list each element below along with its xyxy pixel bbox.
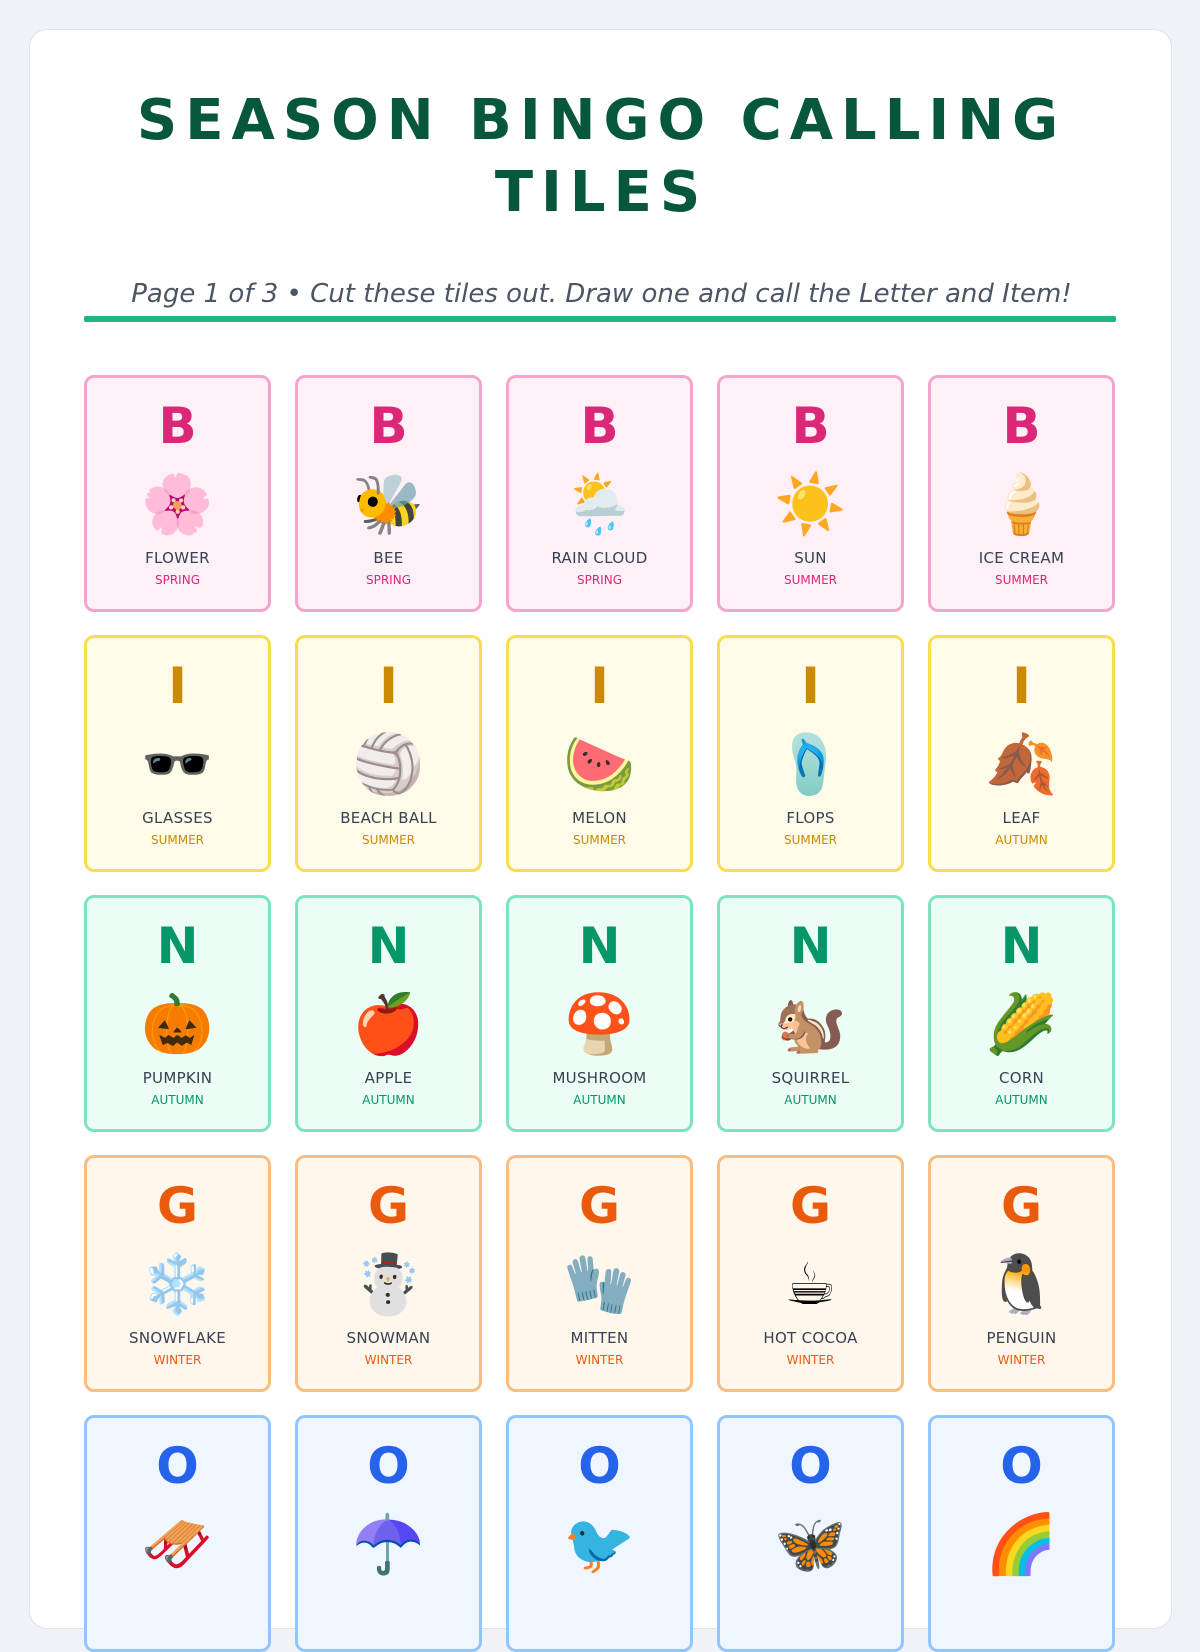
tile-label: BEACH BALL [340, 809, 437, 827]
squirrel-icon: 🐿️ [774, 990, 847, 1058]
tile-label: ICE CREAM [978, 549, 1065, 567]
flower-icon: 🌸 [141, 470, 214, 538]
tile-letter: B [158, 397, 197, 455]
rain-cloud-icon: 🌦️ [563, 470, 636, 538]
ice-cream-icon: 🍦 [985, 470, 1058, 538]
bingo-tile[interactable] [717, 895, 904, 1132]
tile-season: SUMMER [783, 833, 838, 847]
bingo-tile[interactable] [295, 1415, 482, 1652]
tile-label: PENGUIN [986, 1329, 1057, 1347]
tile-label: SQUIRREL [771, 1069, 850, 1087]
bingo-tile[interactable] [717, 635, 904, 872]
tile-season: SUMMER [994, 573, 1049, 587]
tile-label: PUMPKIN [142, 1069, 213, 1087]
bingo-tile[interactable] [295, 895, 482, 1132]
bingo-tile[interactable] [295, 635, 482, 872]
tile-season: WINTER [364, 1353, 413, 1367]
butterfly-icon: 🦋 [774, 1510, 847, 1578]
corn-icon: 🌽 [985, 990, 1058, 1058]
tile-label: CORN [998, 1069, 1045, 1087]
bingo-tile[interactable] [928, 1415, 1115, 1652]
tile-letter: N [789, 917, 832, 975]
tile-label: BEE [373, 549, 404, 567]
tile-label: SNOWMAN [346, 1329, 431, 1347]
bingo-tile[interactable] [717, 1155, 904, 1392]
title-divider [84, 316, 1116, 322]
tile-season: SUMMER [572, 833, 627, 847]
bingo-tile[interactable] [295, 375, 482, 612]
tile-season: SPRING [154, 573, 200, 587]
tile-season: AUTUMN [362, 1093, 415, 1107]
tile-label: FLOWER [145, 549, 210, 567]
beach-ball-icon: 🏐 [352, 730, 425, 798]
sled-icon: 🛷 [141, 1510, 214, 1578]
tile-season: WINTER [997, 1353, 1046, 1367]
glasses-icon: 🕶️ [141, 730, 214, 798]
tile-season: AUTUMN [573, 1093, 626, 1107]
tile-season: SUMMER [150, 833, 205, 847]
tile-label: RAIN CLOUD [551, 549, 648, 567]
bingo-tile[interactable] [506, 635, 693, 872]
tile-letter: O [578, 1437, 621, 1495]
tile-letter: N [367, 917, 410, 975]
tile-season: AUTUMN [151, 1093, 204, 1107]
bingo-tile[interactable] [84, 895, 271, 1132]
bingo-tile[interactable] [84, 1415, 271, 1652]
bee-icon: 🐝 [352, 470, 425, 538]
bingo-tile[interactable] [506, 375, 693, 612]
snowman-icon: ☃️ [352, 1250, 425, 1318]
mushroom-icon: 🍄 [563, 990, 636, 1058]
tile-season: WINTER [786, 1353, 835, 1367]
bingo-tile[interactable] [717, 375, 904, 612]
tile-season: WINTER [575, 1353, 624, 1367]
tile-season: SPRING [365, 573, 411, 587]
tile-label: SNOWFLAKE [129, 1329, 226, 1347]
bird-icon: 🐦 [563, 1510, 636, 1578]
tile-season: SPRING [576, 573, 622, 587]
snowflake-icon: ❄️ [141, 1250, 214, 1318]
tile-letter: G [1000, 1177, 1043, 1235]
tile-label: HOT COCOA [763, 1329, 858, 1347]
bingo-tile[interactable] [84, 1155, 271, 1392]
tile-letter: I [801, 657, 820, 715]
page-card [29, 29, 1172, 1629]
apple-icon: 🍎 [352, 990, 425, 1058]
page-title: SEASON BINGO CALLING TILES [136, 88, 1067, 225]
tile-letter: I [590, 657, 609, 715]
tile-season: SUMMER [361, 833, 416, 847]
melon-icon: 🍉 [563, 730, 636, 798]
tile-season: SUMMER [783, 573, 838, 587]
tile-label: APPLE [364, 1069, 413, 1087]
rainbow-icon: 🌈 [985, 1510, 1058, 1578]
tile-letter: G [156, 1177, 199, 1235]
tile-season: AUTUMN [995, 833, 1048, 847]
tile-letter: G [789, 1177, 832, 1235]
tile-label: FLOPS [786, 809, 835, 827]
tile-letter: G [578, 1177, 621, 1235]
tile-label: SUN [794, 549, 827, 567]
bingo-tile[interactable] [506, 1155, 693, 1392]
hot-cocoa-icon: ☕ [784, 1250, 837, 1318]
tile-letter: I [379, 657, 398, 715]
tile-letter: G [367, 1177, 410, 1235]
tile-season: WINTER [153, 1353, 202, 1367]
bingo-tile[interactable] [928, 375, 1115, 612]
pumpkin-icon: 🎃 [141, 990, 214, 1058]
tile-label: MUSHROOM [552, 1069, 647, 1087]
bingo-tile[interactable] [717, 1415, 904, 1652]
bingo-tile[interactable] [506, 895, 693, 1132]
bingo-tile[interactable] [928, 895, 1115, 1132]
bingo-tile[interactable] [84, 635, 271, 872]
tile-label: MITTEN [570, 1329, 629, 1347]
bingo-tile[interactable] [295, 1155, 482, 1392]
tile-letter: N [578, 917, 621, 975]
tile-season: AUTUMN [995, 1093, 1048, 1107]
tile-label: MELON [572, 809, 627, 827]
tile-letter: B [580, 397, 619, 455]
tile-letter: N [1000, 917, 1043, 975]
sun-icon: ☀️ [774, 470, 847, 538]
tile-letter: B [791, 397, 830, 455]
tile-label: LEAF [1002, 809, 1041, 827]
tile-letter: O [789, 1437, 832, 1495]
umbrella-icon: ☂️ [352, 1510, 425, 1578]
tile-letter: O [1000, 1437, 1043, 1495]
penguin-icon: 🐧 [985, 1250, 1058, 1318]
leaf-icon: 🍂 [985, 730, 1058, 798]
tile-season: AUTUMN [784, 1093, 837, 1107]
tile-letter: I [168, 657, 187, 715]
flops-icon: 🩴 [774, 730, 847, 798]
bingo-tile[interactable] [84, 375, 271, 612]
tile-letter: O [367, 1437, 410, 1495]
tile-letter: I [1012, 657, 1031, 715]
tile-label: GLASSES [142, 809, 213, 827]
tile-letter: N [156, 917, 199, 975]
tile-letter: B [369, 397, 408, 455]
mitten-icon: 🧤 [563, 1250, 636, 1318]
bingo-tile[interactable] [928, 635, 1115, 872]
page-subtitle: Page 1 of 3 • Cut these tiles out. Draw one and call the Letter and Item! [131, 279, 1072, 309]
tile-letter: O [156, 1437, 199, 1495]
bingo-tile[interactable] [928, 1155, 1115, 1392]
bingo-tile[interactable] [506, 1415, 693, 1652]
tile-letter: B [1002, 397, 1041, 455]
